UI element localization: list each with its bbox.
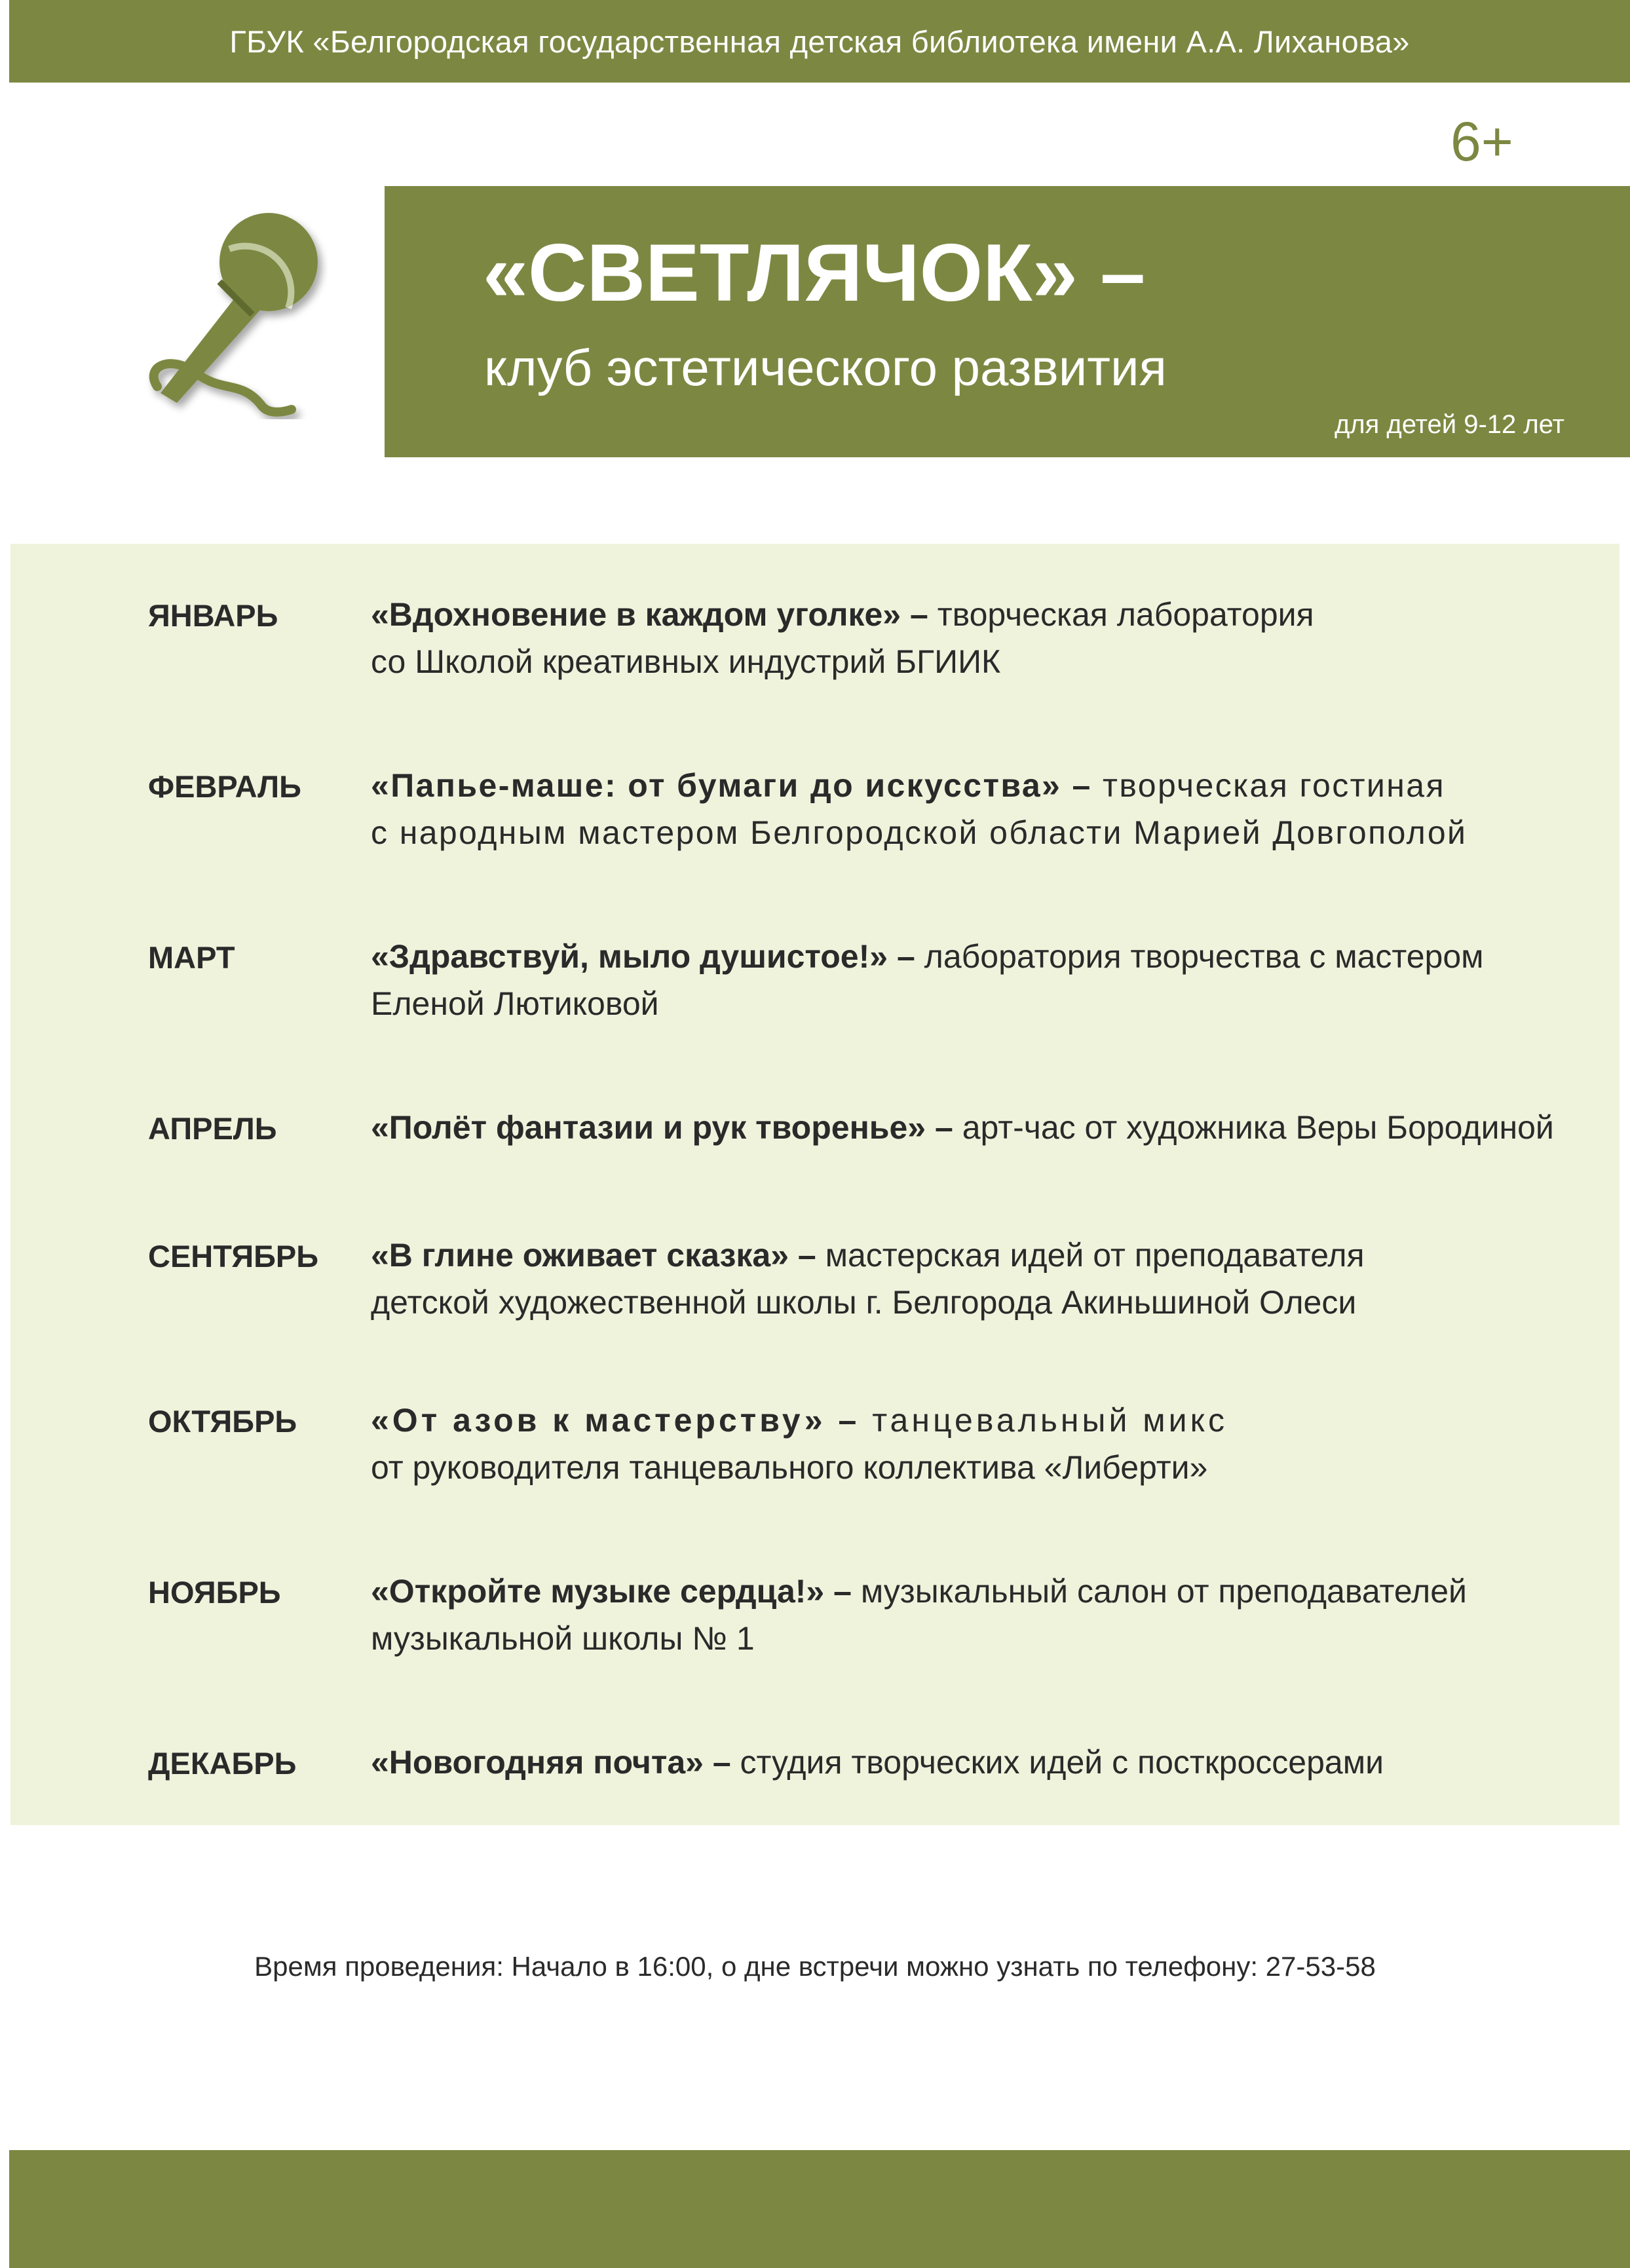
club-subtitle: клуб эстетического развития — [484, 339, 1167, 396]
event-title: «Папье-маше: от бумаги до искусства» – — [371, 767, 1092, 804]
event-title: «Здравствуй, мыло душистое!» – — [371, 938, 915, 975]
footer-note: Время проведения: Начало в 16:00, о дне встречи можно узнать по телефону: 27-53-58 — [254, 1951, 1376, 1982]
event-title: «Новогодняя почта» – — [371, 1744, 731, 1781]
title-banner — [385, 186, 1630, 457]
month-label: ДЕКАБРЬ — [148, 1746, 297, 1781]
header-bar — [9, 0, 1630, 83]
footer-bar — [9, 2150, 1630, 2268]
event-description — [371, 1232, 1365, 1326]
event-details: творческая гостиная — [1091, 767, 1445, 804]
event-details: мастерская идей от преподавателя — [816, 1237, 1365, 1274]
month-label: ЯНВАРЬ — [148, 598, 278, 633]
schedule-panel — [10, 544, 1620, 1825]
event-details-line2: музыкальной школы № 1 — [371, 1620, 755, 1657]
month-label: ОКТЯБРЬ — [148, 1404, 297, 1439]
audience-label: для детей 9-12 лет — [1334, 410, 1564, 439]
month-label: СЕНТЯБРЬ — [148, 1239, 319, 1274]
month-label: ФЕВРАЛЬ — [148, 769, 301, 804]
event-details-line2: со Школой креативных индустрий БГИИК — [371, 643, 1001, 680]
club-title: «СВЕТЛЯЧОК» – — [483, 228, 1146, 318]
event-description — [371, 1104, 1554, 1151]
event-details-line2: от руководителя танцевального коллектива «Либерти» — [371, 1449, 1208, 1486]
event-details: студия творческих идей с посткроссерами — [730, 1744, 1384, 1781]
month-label: АПРЕЛЬ — [148, 1111, 277, 1146]
month-label: МАРТ — [148, 940, 235, 975]
event-description — [371, 1568, 1467, 1662]
microphone-icon — [131, 210, 328, 419]
month-label: НОЯБРЬ — [148, 1575, 281, 1610]
event-details: арт-час от художника Веры Бородиной — [953, 1109, 1554, 1146]
event-title: «Вдохновение в каждом уголке» – — [371, 596, 928, 633]
event-details: музыкальный салон от преподавателей — [851, 1573, 1467, 1610]
event-details: творческая лаборатория — [928, 596, 1314, 633]
organization-name: ГБУК «Белгородская государственная детская библиотека имени А.А. Лиханова» — [229, 24, 1410, 59]
event-details-line2: детской художественной школы г. Белгорода Акиньшиной Олеси — [371, 1284, 1357, 1321]
event-title: «В глине оживает сказка» – — [371, 1237, 816, 1274]
event-details-line2: с народным мастером Белгородской области Марией Довгополой — [371, 814, 1468, 851]
event-title: «От азов к мастерству» – — [371, 1402, 860, 1439]
event-description — [371, 1739, 1384, 1786]
event-description — [371, 933, 1484, 1027]
event-details: лаборатория творчества с мастером — [915, 938, 1484, 975]
event-description — [371, 762, 1467, 856]
event-description — [371, 1397, 1228, 1491]
age-rating: 6+ — [1450, 111, 1513, 172]
event-title: «Откройте музыке сердца!» – — [371, 1573, 852, 1610]
event-description — [371, 591, 1314, 685]
event-title: «Полёт фантазии и рук творенье» – — [371, 1109, 953, 1146]
event-details: танцевальный микс — [860, 1402, 1228, 1439]
event-details-line2: Еленой Лютиковой — [371, 985, 659, 1022]
